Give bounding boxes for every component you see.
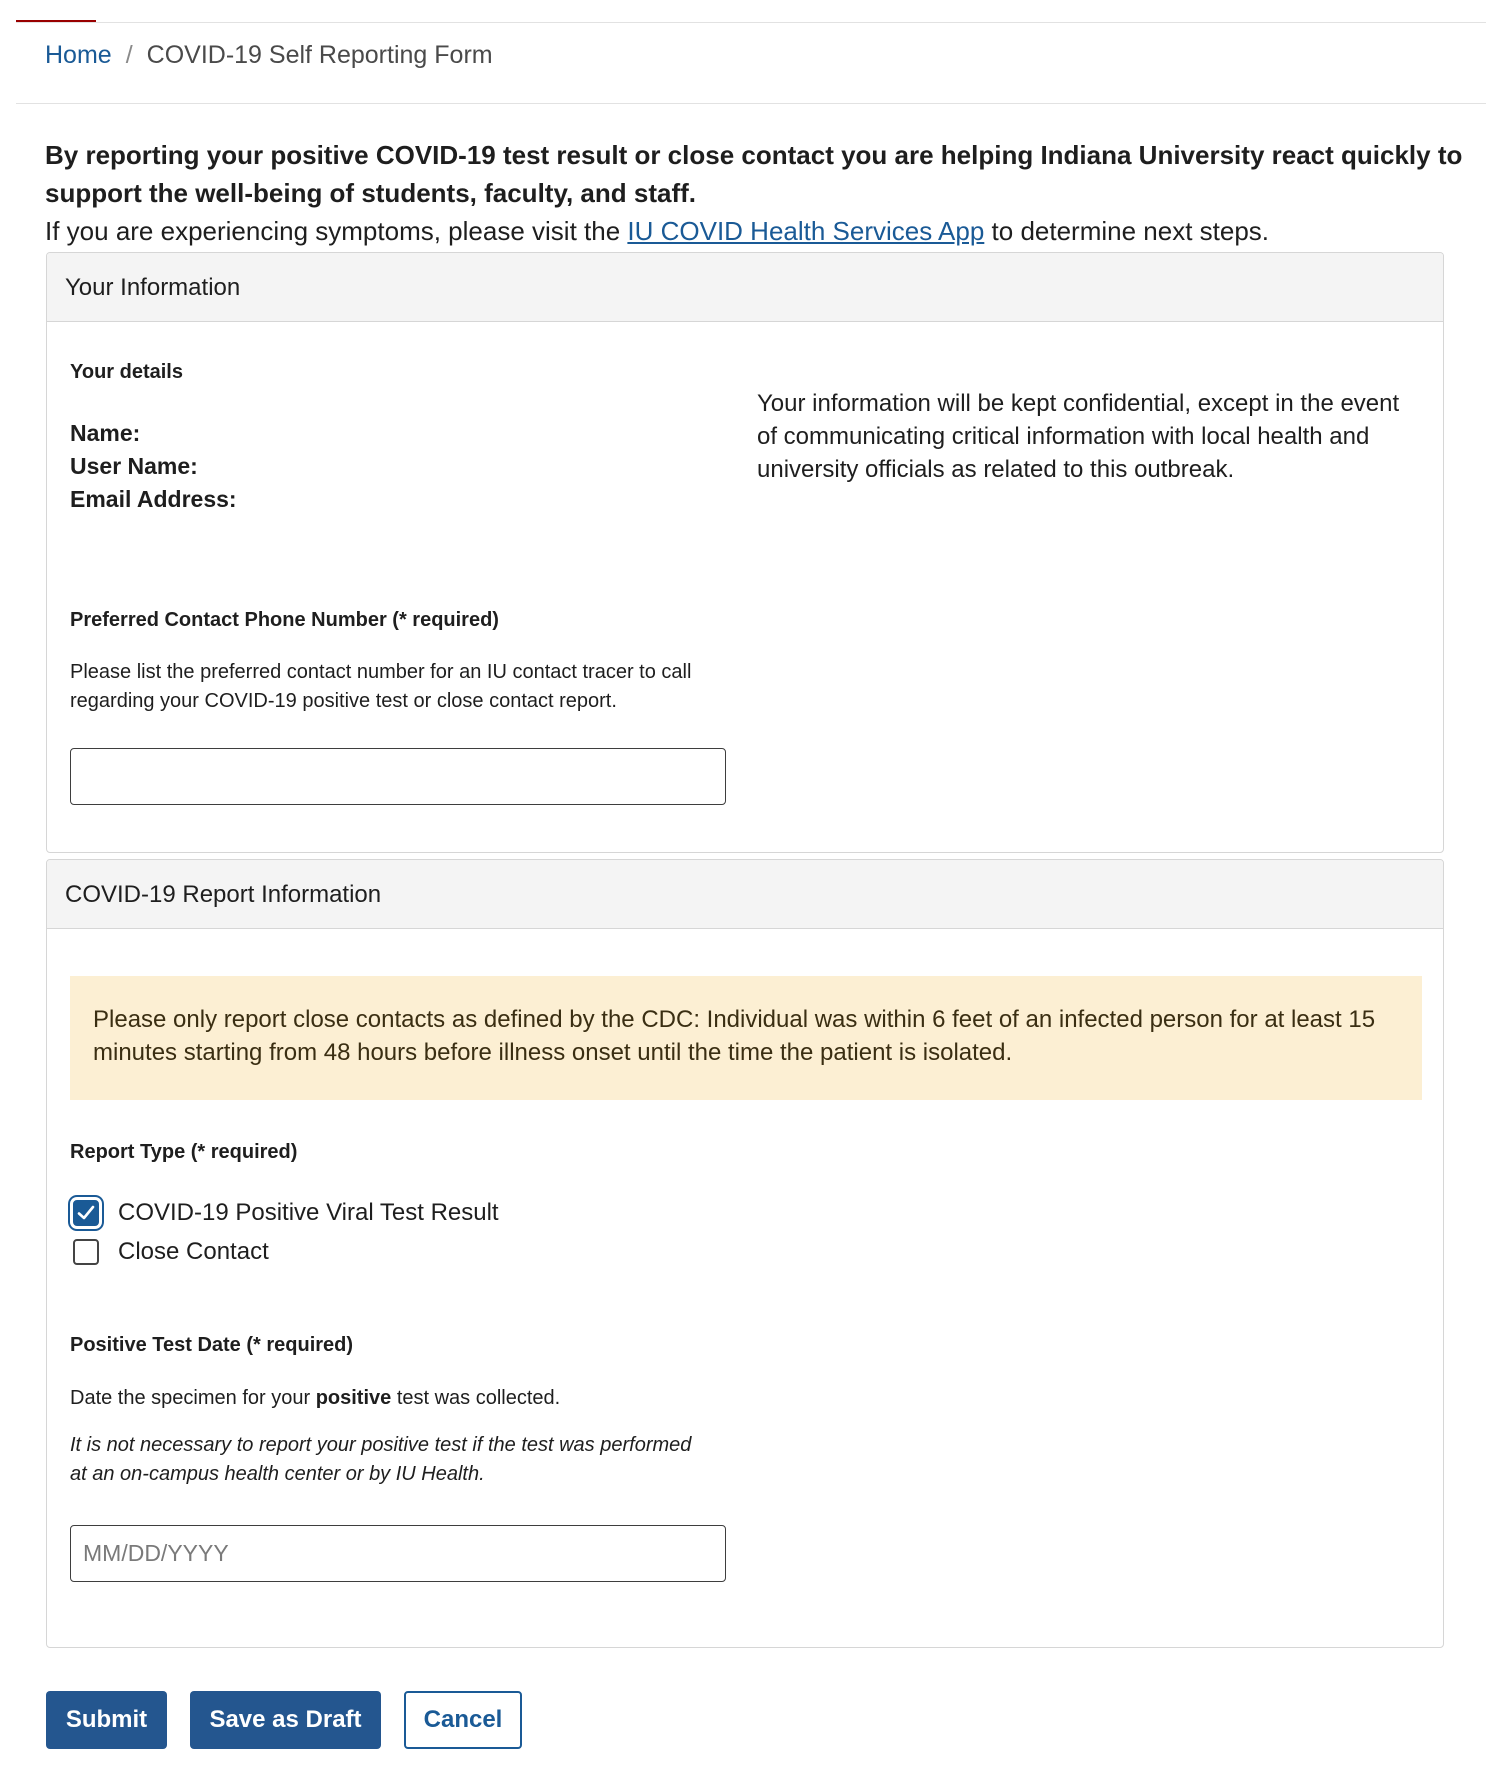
intro xyxy=(45,136,1465,250)
intro-text-after: to determine next steps. xyxy=(984,216,1270,246)
test-date-label: Positive Test Date (* required) xyxy=(70,1334,354,1356)
header-divider xyxy=(16,103,1486,104)
test-date-help xyxy=(70,1384,750,1413)
test-date-note: It is not necessary to report your positive test if the test was performed at an on-campus health center or by IU Health. xyxy=(70,1434,692,1485)
name-label: Name: xyxy=(70,420,141,446)
close-contact-label: Close Contact xyxy=(118,1238,269,1265)
phone-input[interactable] xyxy=(70,748,726,805)
report-information-heading: COVID-19 Report Information xyxy=(47,860,1443,929)
cancel-button[interactable]: Cancel xyxy=(404,1691,522,1749)
intro-text-before: If you are experiencing symptoms, please visit the xyxy=(45,216,628,246)
phone-label: Preferred Contact Phone Number (* required) xyxy=(70,609,499,631)
report-type-label: Report Type (* required) xyxy=(70,1141,298,1163)
test-date-help-bold: positive xyxy=(315,1387,392,1409)
close-contact-checkbox[interactable] xyxy=(73,1239,99,1265)
close-contact-alert: Please only report close contacts as defined by the CDC: Individual was within 6 feet of an infected person for at least 15 minutes starting from 48 hours before illness onset until the time the patient is isolated. xyxy=(70,976,1422,1100)
test-date-input[interactable] xyxy=(70,1525,726,1582)
breadcrumb xyxy=(45,38,493,72)
email-label: Email Address: xyxy=(70,486,237,512)
top-divider xyxy=(16,22,1486,23)
report-information-panel xyxy=(46,859,1444,1648)
option-positive-test[interactable] xyxy=(70,1196,499,1229)
breadcrumb-separator: / xyxy=(125,41,133,69)
test-date-help-before: Date the specimen for your xyxy=(70,1387,316,1409)
details-list xyxy=(70,417,237,516)
submit-button[interactable]: Submit xyxy=(46,1691,167,1749)
intro-text xyxy=(45,212,1465,250)
checkmark-icon xyxy=(77,1205,95,1221)
phone-help-text: Please list the preferred contact number for an IU contact tracer to call regarding your COVID-19 positive test or close contact report. xyxy=(70,661,692,712)
health-services-app-link[interactable]: IU COVID Health Services App xyxy=(627,216,985,246)
your-details-label: Your details xyxy=(70,361,183,383)
option-close-contact[interactable] xyxy=(70,1235,269,1268)
username-label: User Name: xyxy=(70,453,198,479)
your-information-panel xyxy=(46,252,1444,853)
test-date-help-after: test was collected. xyxy=(391,1387,561,1409)
positive-test-label: COVID-19 Positive Viral Test Result xyxy=(118,1199,499,1226)
breadcrumb-current: COVID-19 Self Reporting Form xyxy=(146,41,493,69)
positive-test-checkbox[interactable] xyxy=(73,1200,99,1226)
your-information-heading: Your Information xyxy=(47,253,1443,322)
save-draft-button[interactable]: Save as Draft xyxy=(190,1691,381,1749)
breadcrumb-home-link[interactable]: Home xyxy=(45,41,112,69)
confidential-note: Your information will be kept confidential, except in the event of communicating critical information with local health and university officials as related to this outbreak. xyxy=(757,390,1400,483)
intro-lead: By reporting your positive COVID-19 test result or close contact you are helping Indiana University react quickly to support the well-being of students, faculty, and staff. xyxy=(45,140,1463,208)
